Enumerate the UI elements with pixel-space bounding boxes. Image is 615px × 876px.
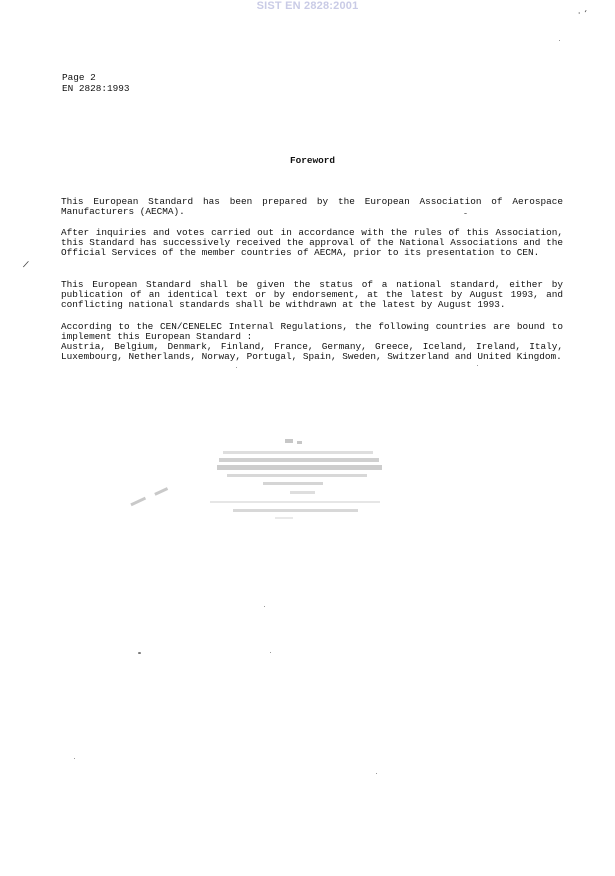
scan-mark: ⸱ — [578, 9, 581, 19]
scan-speck — [264, 606, 265, 607]
page-number: Page 2 — [62, 72, 96, 83]
scan-mark: ʹ — [581, 9, 588, 21]
paragraph-countries: Austria, Belgium, Denmark, Finland, France, Germany, Greece, Iceland, Ireland, Italy, Luxembourg, Netherlands, Norway, Portugal, Spain, Sweden, Switzerland and United Kingdom. — [61, 341, 563, 363]
paragraph-approval: After inquiries and votes carried out in accordance with the rules of this Association, this Standard has successively received the approval of the National Associations and the Official Services of the member countries of AECMA, prior to its presentation to CEN. — [61, 227, 563, 259]
scan-speck — [376, 773, 377, 774]
scan-mark: / — [22, 259, 30, 271]
scan-speck — [74, 758, 75, 759]
paragraph-preparation: This European Standard has been prepared by the European Association of Aerospace Manufacturers (AECMA). — [61, 196, 563, 218]
stray-mark-image — [128, 484, 178, 512]
scan-speck — [464, 213, 467, 214]
scan-speck — [236, 367, 237, 368]
scan-speck — [270, 652, 271, 653]
faded-stamp-image — [205, 435, 390, 535]
paragraph-status: This European Standard shall be given the status of a national standard, either by publication of an identical text or by endorsement, at the latest by August 1993, and conflicting national standards shall be withdrawn at the latest by August 1993. — [61, 279, 563, 311]
scan-speck — [138, 652, 141, 654]
scan-speck — [477, 365, 478, 366]
page-header — [62, 72, 130, 94]
watermark: SIST EN 2828:2001 — [256, 0, 359, 12]
section-title: Foreword — [289, 155, 335, 166]
paragraph-regulations: According to the CEN/CENELEC Internal Regulations, the following countries are bound to implement this European Standard : — [61, 321, 563, 343]
document-reference: EN 2828:1993 — [62, 83, 130, 94]
scan-speck — [559, 40, 560, 41]
